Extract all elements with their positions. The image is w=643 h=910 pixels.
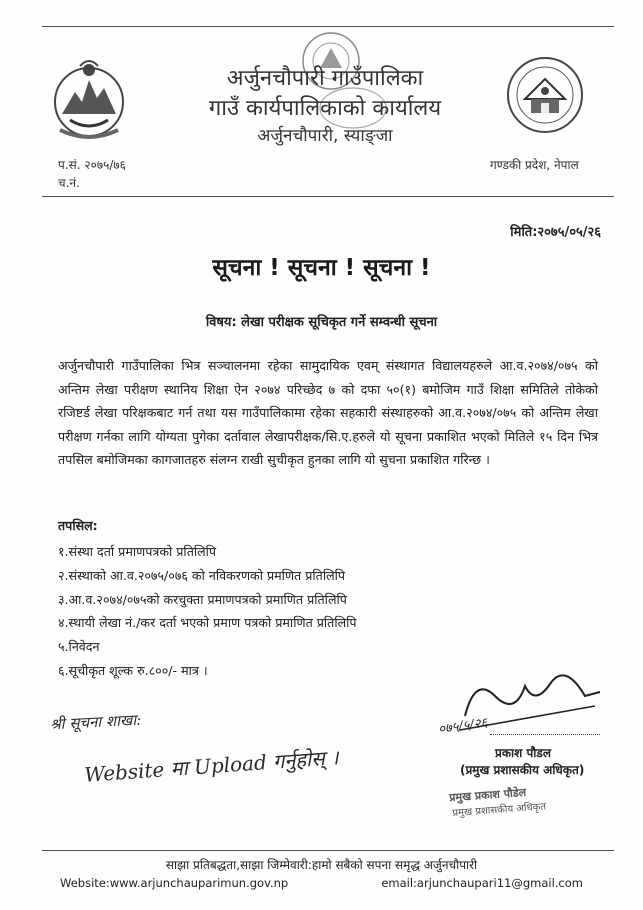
municipality-logo-icon	[505, 55, 585, 135]
list-item: ६.सूचीकृत शूल्क रु.८००/- मात्र ।	[58, 662, 208, 678]
list-item: ५.निवेदन	[58, 639, 100, 655]
reference-number: प.सं. २०७५/७६	[58, 158, 126, 172]
notice-heading: सूचना ! सूचना ! सूचना !	[212, 255, 431, 281]
footer-rule	[42, 850, 614, 851]
notice-date: मिति:२०७५/०५/२६	[510, 225, 601, 240]
stamp-line1: प्रमुख प्रकाश पौडेल	[448, 785, 527, 805]
footer-motto: साझा प्रतिबद्धता,साझा जिम्मेवारी:हामो सबैको सपना समृद्ध अर्जुनचौपारी	[165, 858, 478, 872]
signature-line	[490, 734, 600, 735]
signature-date: ०७५/५/२६	[437, 715, 489, 738]
nepal-emblem-icon	[50, 58, 128, 140]
municipality-name: अर्जुनचौपारी गाउँपालिका	[226, 66, 424, 91]
notice-subject: विषय: लेखा परीक्षक सूचिकृत गर्ने सम्वन्धी सूचना	[205, 315, 438, 330]
signatory-name: प्रकाश पौडल	[495, 746, 551, 760]
list-item: ४.स्थायी लेखा नं./कर दर्ता भएको प्रमाण पत्रको प्रमाणित प्रतिलिपि	[58, 615, 357, 631]
handwritten-note-line1: श्री सूचना शाखा:	[49, 710, 142, 734]
top-rule	[42, 26, 614, 27]
list-item: ३.आ.व.२०७४/०७५को करचुक्ता प्रमाणपत्रको प्रमाणित प्रतिलिपि	[58, 591, 347, 607]
notice-body: अर्जुनचौपारी गाउँपालिका भित्र सञ्चालनमा रहेका सामुदायिक एवम् संस्थागत विद्यालयहरुले आ.व.२०७४/०७५ को अन्तिम लेखा परीक्षण स्थानिय शिक्षा ऐन २०७४ परिच्छेद ७ को दफा ५०(१) बमोजिम गाउँ शिक्षा समितिले तोकेको रजिष्टर्ड लेखा परिक्षकबाट गर्न तथा यस गाउँपालिकामा रहेका सहकारी संस्थाहरुको आ.व.२०७४/०७५ को अन्तिम लेखा परीक्षण गर्नका लागि योग्यता पुगेका दर्तावाल लेखापरीक्षक/सि.ए.हरुले यो सूचना प्रकाशित भएको मितिले १५ दिन भित्र तपसिल बमोजिमका कागजातहरु संलग्न राखी सुचीकृत हुनका लागि यो सुचना प्रकाशित गरिन्छ ।	[58, 358, 598, 467]
dispatch-number: च.नं.	[58, 176, 80, 190]
official-stamp	[449, 780, 601, 830]
signatory-title: (प्रमुख प्रशासकीय अधिकृत)	[460, 763, 585, 777]
list-item: १.संस्था दर्ता प्रमाणपत्रको प्रतिलिपि	[58, 544, 217, 559]
header-rule	[42, 196, 614, 197]
footer-email: email:arjunchaupari11@gmail.com	[381, 876, 583, 890]
list-item: २.संस्थाको आ.व.२०७५/०७६ को नविकरणको प्रमणित प्रतिलिपि	[58, 567, 346, 583]
office-name: गाउँ कार्यपालिकाको कार्यालय	[208, 96, 442, 121]
stamp-line2: प्रमुख प्रशासकीय अधिकृत	[452, 801, 547, 820]
handwritten-note-line2: Website मा Upload गर्नुहोस् ।	[83, 745, 340, 787]
footer-website: Website:www.arjunchauparimun.gov.np	[60, 876, 289, 890]
requirements-list	[58, 540, 478, 683]
office-address: अर्जुनचौपारी, स्याङ्जा	[257, 126, 393, 146]
list-heading: तपसिल:	[58, 518, 98, 533]
province-label: गण्डकी प्रदेश, नेपाल	[490, 158, 579, 172]
